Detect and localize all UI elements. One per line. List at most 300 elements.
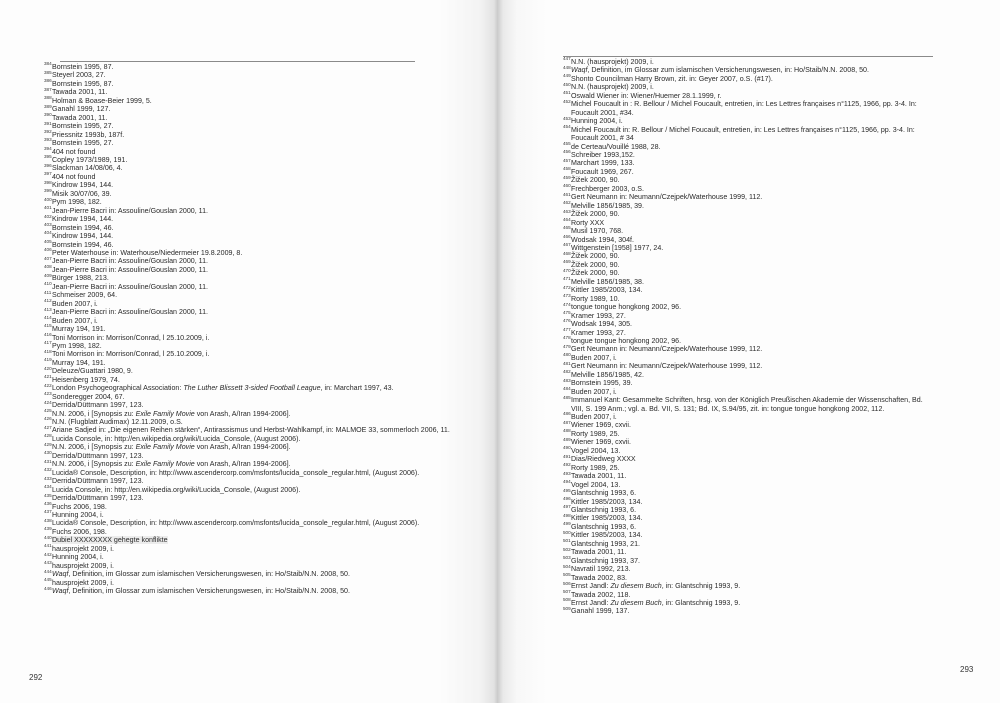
footnote-text	[571, 565, 631, 573]
footnote-number: 506	[563, 580, 571, 586]
footnote-number: 451	[563, 90, 571, 96]
footnote-number: 444	[44, 568, 52, 574]
text-run: , in: Marchart 1997, 43.	[320, 384, 394, 393]
footnote-list	[563, 58, 935, 616]
footnote-text	[52, 376, 120, 384]
footnote-number: 463	[563, 208, 571, 214]
footnote-number: 436	[44, 500, 52, 506]
footnote	[44, 207, 464, 215]
footnote-text	[571, 75, 773, 83]
text-run: Tawada 2002, 83.	[571, 573, 628, 582]
footnote-number: 420	[44, 365, 52, 371]
footnote-text	[571, 574, 627, 582]
footnote-text	[52, 198, 102, 206]
footnote	[44, 528, 464, 536]
footnote-text	[52, 122, 114, 130]
footnote-number: 433	[44, 475, 52, 481]
text-run: Frechberger 2003, o.S.	[571, 184, 644, 193]
text-run: N.N. (hausprojekt) 2009, i.	[571, 83, 654, 92]
footnote-text	[52, 477, 144, 485]
footnote-number: 413	[44, 306, 52, 312]
text-run: hausprojekt 2009, i.	[52, 578, 114, 587]
footnote-number: 464	[563, 217, 571, 223]
footnote	[563, 379, 935, 387]
text-run: Glantschnig 1993, 21.	[571, 539, 641, 548]
page-number: 292	[29, 673, 43, 682]
text-run: Bornstein 1995, 87.	[52, 79, 114, 88]
text-run: Immanuel Kant: Gesammelte Schriften, hrsg. von der Königlich Preußischen Akademie der Wissenschaften, Bd. VIII, S. 199 Anm.; vgl. a. Bd. VII, S. 131; Bd. IX, S.94/95, zit. in: tongue tongue hongkong 2002, 112.	[571, 396, 923, 413]
footnote-number: 414	[44, 315, 52, 320]
footnote-text	[52, 435, 300, 443]
footnote-number: 403	[44, 222, 52, 228]
footnote-text	[52, 139, 114, 147]
footnote-text	[571, 295, 620, 303]
footnote-text	[571, 252, 620, 260]
footnote	[44, 435, 464, 443]
footnote	[563, 159, 935, 167]
text-run: Copley 1973/1989, 191.	[52, 155, 128, 164]
footnote-text	[571, 388, 617, 396]
footnote	[44, 545, 464, 553]
text-run: Bornstein 1995, 39.	[571, 379, 633, 388]
footnote-text	[52, 334, 209, 342]
footnote-text	[571, 421, 631, 429]
text-run: de Certeau/Vouillé 1988, 28.	[571, 142, 661, 151]
text-run: Wodsak 1994, 304f.	[571, 235, 634, 244]
footnote-number: 477	[563, 326, 571, 332]
footnote-number: 508	[563, 597, 571, 603]
footnote-text	[52, 325, 106, 333]
text-run: , in: Glantschnig 1993, 9.	[661, 582, 741, 591]
footnote-number: 491	[563, 453, 571, 459]
footnote-text	[571, 557, 640, 565]
footnote	[44, 156, 464, 164]
footnote-text	[571, 151, 635, 159]
footnote-text	[52, 308, 208, 316]
text-run: Tawada 2002, 118.	[571, 590, 631, 599]
footnote	[563, 574, 935, 582]
footnote-text	[52, 401, 144, 409]
footnote-number: 482	[563, 369, 571, 375]
footnote-text	[52, 486, 300, 494]
text-run: Tawada 2001, 11.	[52, 113, 108, 122]
footnote-text	[571, 269, 620, 277]
footnote-text	[52, 283, 208, 291]
text-run: Holman & Boase-Beier 1999, 5.	[52, 96, 152, 105]
footnote-text	[52, 503, 107, 511]
footnote-text	[571, 92, 722, 100]
footnote-number: 484	[563, 386, 571, 392]
text-run: Heisenberg 1979, 74.	[52, 375, 120, 384]
footnote	[44, 232, 464, 240]
text-run: Tawada 2001, 11.	[571, 472, 627, 481]
footnote	[44, 367, 464, 375]
footnote	[44, 359, 464, 367]
italic-title: Exile Family Movie	[135, 443, 195, 452]
footnote-text	[571, 582, 740, 590]
text-run: Pym 1998, 182.	[52, 341, 102, 350]
footnote-text	[52, 97, 152, 105]
footnote-text	[571, 100, 917, 116]
footnote-text	[571, 261, 620, 269]
footnote-text	[571, 236, 634, 244]
footnote	[563, 286, 935, 294]
footnote	[44, 469, 464, 477]
footnote-number: 504	[563, 563, 571, 569]
footnote	[44, 477, 464, 485]
footnote-number: 437	[44, 509, 52, 515]
footnote-number: 407	[44, 255, 52, 261]
footnote-text	[52, 181, 113, 189]
footnote-number: 497	[563, 504, 571, 510]
footnote-text	[571, 227, 623, 235]
footnote-number: 500	[563, 529, 571, 535]
footnote	[44, 587, 464, 595]
footnote-text	[52, 342, 102, 350]
footnote-text	[52, 553, 104, 561]
footnote-text	[52, 536, 168, 544]
italic-title: Exile Family Movie	[135, 409, 195, 418]
footnote-text	[571, 210, 620, 218]
footnote	[563, 219, 935, 227]
text-run: Wiener 1969, cxvii.	[571, 438, 631, 447]
text-run: Glantschnig 1993, 37.	[571, 556, 641, 565]
footnote	[44, 274, 464, 282]
footnote	[44, 238, 464, 249]
text-run: Kittler 1985/2003, 134.	[571, 497, 643, 506]
italic-title: Waqf	[571, 66, 588, 75]
footnote	[44, 494, 464, 502]
footnote-text	[52, 350, 209, 358]
footnote-number: 390	[44, 112, 52, 118]
footnote-number: 469	[563, 259, 571, 265]
footnote-number: 400	[44, 196, 52, 202]
text-run: Michel Foucault in : R. Bellour / Michel Foucault, entretien, in: Les Lettres françaises n°1125, 1966, pp. 3-4. In: Foucault 2001, #34.	[571, 100, 917, 117]
text-run: Murray 194, 191.	[52, 358, 106, 367]
footnote-number: 455	[563, 140, 571, 146]
footnote-number: 427	[44, 424, 52, 430]
text-run: Foucault 1969, 267.	[571, 167, 634, 176]
footnote-text	[571, 455, 636, 463]
footnote-number: 483	[563, 377, 571, 383]
footnote	[563, 588, 935, 599]
text-run: Dias/Riedweg XXXX	[571, 455, 636, 464]
footnote-number: 435	[44, 492, 52, 498]
footnote-number: 392	[44, 129, 52, 135]
footnote-number: 446	[44, 585, 52, 591]
text-run: von Arash, A/Iran 1994-2006].	[194, 460, 291, 469]
footnote-number: 445	[44, 577, 52, 583]
text-run: Bornstein 1995, 27.	[52, 122, 114, 131]
text-run: N.N. 2006, i [Synopsis zu:	[52, 460, 136, 469]
footnote-number: 396	[44, 162, 52, 168]
footnote-text	[571, 599, 740, 607]
footnote	[563, 202, 935, 210]
text-run: Buden 2007, i.	[52, 316, 98, 325]
text-run: Derrida/Düttmann 1997, 123.	[52, 477, 144, 486]
footnote-number: 462	[563, 200, 571, 206]
text-run: von Arash, A/Iran 1994-2006].	[194, 409, 291, 418]
footnote-text	[571, 396, 923, 412]
footnote-number: 461	[563, 191, 571, 197]
text-run: Derrida/Düttmann 1997, 123.	[52, 401, 144, 410]
text-run: N.N. 2006, i [Synopsis zu:	[52, 443, 136, 452]
footnote-text	[571, 159, 635, 167]
footnote	[563, 117, 935, 125]
footnote-number: 412	[44, 298, 52, 304]
page-number: 293	[960, 665, 974, 674]
footnote-number: 458	[563, 166, 571, 172]
text-run: Steyerl 2003, 27.	[52, 71, 106, 80]
footnote	[563, 176, 935, 184]
footnote-number: 410	[44, 281, 52, 287]
footnote	[563, 337, 935, 345]
text-run: Navratil 1992, 213.	[571, 565, 631, 574]
footnote-list	[44, 63, 464, 596]
footnote	[44, 80, 464, 88]
footnote	[563, 607, 935, 615]
footnote	[563, 312, 935, 320]
footnote	[563, 489, 935, 497]
footnote	[563, 269, 935, 277]
footnote-number: 442	[44, 551, 52, 557]
footnote	[44, 443, 464, 451]
footnote	[44, 393, 464, 401]
footnote-text	[571, 219, 604, 227]
text-run: Žižek 2000, 90.	[571, 210, 620, 219]
footnote	[563, 92, 935, 100]
footnote-text	[571, 531, 642, 539]
footnote-number: 428	[44, 433, 52, 439]
footnote	[563, 345, 935, 353]
footnote-text	[571, 345, 762, 353]
footnote-number: 489	[563, 436, 571, 442]
footnote-text	[52, 156, 127, 164]
text-run: Buden 2007, i.	[571, 353, 617, 362]
footnote	[44, 500, 464, 511]
footnote-number: 485	[563, 394, 571, 400]
footnote	[44, 300, 464, 308]
text-run: Musil 1970, 768.	[571, 227, 624, 236]
footnote-number: 421	[44, 374, 52, 380]
text-run: Gert Neumann in: Neumann/Czejpek/Waterhouse 1999, 112.	[571, 345, 763, 354]
text-run: Vogel 2004, 13.	[571, 446, 621, 455]
footnote-text	[52, 274, 109, 282]
footnote	[563, 210, 935, 218]
footnote-number: 387	[44, 86, 52, 92]
text-run: Jean-Pierre Bacri in: Assouline/Gouslan 2000, 11.	[52, 282, 209, 291]
footnote	[44, 173, 464, 181]
footnote-number: 434	[44, 484, 52, 490]
footnote	[563, 83, 935, 91]
footnote	[44, 291, 464, 299]
text-run: Kittler 1985/2003, 134.	[571, 531, 643, 540]
footnote-text	[52, 224, 114, 232]
footnote	[44, 71, 464, 79]
footnote	[563, 354, 935, 362]
footnote-text	[571, 481, 620, 489]
footnote-number: 441	[44, 543, 52, 549]
footnote-number: 476	[563, 318, 571, 324]
footnote	[563, 531, 935, 539]
footnote-number: 492	[563, 462, 571, 468]
footnote	[563, 599, 935, 607]
footnote-text	[571, 244, 663, 252]
footnote	[563, 481, 935, 489]
footnote-number: 460	[563, 183, 571, 189]
footnote-text	[571, 312, 626, 320]
footnote-text	[52, 105, 110, 113]
footnote-number: 494	[563, 479, 571, 485]
right-page	[497, 0, 1000, 703]
footnote-number: 393	[44, 137, 52, 143]
footnote	[44, 63, 464, 71]
footnote-number: 454	[563, 124, 571, 130]
footnote	[563, 557, 935, 565]
text-run: Buden 2007, i.	[571, 387, 617, 396]
footnote-text	[52, 579, 114, 587]
footnote-text	[571, 430, 620, 438]
italic-title: Waqf	[52, 570, 69, 579]
footnote	[44, 519, 464, 527]
footnote-text	[52, 88, 107, 96]
footnote-text	[52, 587, 350, 595]
footnote-text	[52, 528, 107, 536]
footnote-number: 438	[44, 517, 52, 523]
footnote	[563, 506, 935, 514]
footnote-rule	[60, 61, 415, 62]
footnote	[44, 325, 464, 333]
text-run: Rorty 1989, 25.	[571, 463, 620, 472]
text-run: Hunning 2004, i.	[52, 553, 104, 562]
footnote	[563, 75, 935, 83]
footnote-text	[571, 472, 626, 480]
text-run: hausprojekt 2009, i.	[52, 561, 114, 570]
text-run: Shonto Councilman Harry Brown, zit. in: Geyer 2007, o.S. (#17).	[571, 74, 773, 83]
footnote-text	[571, 379, 633, 387]
footnote	[563, 227, 935, 235]
footnote	[563, 295, 935, 303]
text-run: 404 not found	[52, 147, 96, 156]
footnote	[563, 100, 935, 117]
text-run: Toni Morrison in: Morrison/Conrad, l 25.10.2009, i.	[52, 333, 210, 342]
footnote-text	[52, 418, 183, 426]
footnote-number: 431	[44, 458, 52, 464]
footnote-text	[571, 193, 762, 201]
footnote-number: 394	[44, 145, 52, 151]
footnote-number: 425	[44, 407, 52, 413]
footnote-number: 478	[563, 335, 571, 341]
footnote	[44, 426, 464, 434]
text-run: , Definition, im Glossar zum islamischen Versicherungswesen, in: Ho/Staib/N.N. 2008, 50.	[587, 66, 869, 75]
text-run: Dubiel XXXXXXXX gehegte konflikte	[52, 536, 168, 545]
footnote-text	[571, 464, 620, 472]
text-run: , in: Glantschnig 1993, 9.	[661, 599, 741, 607]
footnote-number: 466	[563, 233, 571, 239]
text-run: Marchart 1999, 133.	[571, 159, 635, 168]
footnote	[44, 164, 464, 172]
footnote-text	[571, 303, 681, 311]
footnote-number: 443	[44, 560, 52, 566]
footnote	[44, 122, 464, 130]
footnote-text	[571, 489, 636, 497]
footnote-text	[571, 337, 681, 345]
footnote-text	[52, 317, 98, 325]
text-run: 404 not found	[52, 172, 96, 181]
footnote-text	[571, 58, 654, 66]
footnote-text	[52, 257, 208, 265]
footnote-number: 496	[563, 495, 571, 501]
text-run: Toni Morrison in: Morrison/Conrad, l 25.10.2009, i.	[52, 350, 210, 359]
footnote	[44, 190, 464, 198]
footnote-text	[52, 207, 208, 215]
footnote-text	[52, 452, 144, 460]
footnote-number: 397	[44, 171, 52, 177]
footnote-text	[571, 548, 626, 556]
text-run: Wodsak 1994, 305.	[571, 320, 632, 329]
footnote-number: 465	[563, 225, 571, 231]
footnote-number: 422	[44, 382, 52, 388]
text-run: Ernst Jandl:	[571, 599, 611, 607]
italic-title: The Luther Blissett 3-sided Football League	[183, 384, 321, 393]
footnote-number: 453	[563, 115, 571, 121]
footnote-number: 505	[563, 572, 571, 578]
footnote-number: 480	[563, 352, 571, 358]
footnote	[563, 464, 935, 472]
footnote	[44, 308, 464, 316]
footnote	[563, 303, 935, 311]
footnote	[563, 193, 935, 201]
footnote-number: 419	[44, 357, 52, 363]
footnote-number: 481	[563, 360, 571, 366]
footnote	[44, 145, 464, 156]
footnote	[563, 582, 935, 590]
text-run: Sonderegger 2004, 67.	[52, 392, 125, 401]
footnote-text	[52, 266, 208, 274]
footnote-number: 401	[44, 205, 52, 211]
footnote-number: 498	[563, 512, 571, 518]
footnote	[44, 579, 464, 587]
text-run: Hunning 2004, i.	[571, 117, 623, 126]
text-run: Murray 194, 191.	[52, 325, 106, 334]
footnote	[563, 447, 935, 455]
footnote	[44, 553, 464, 561]
footnote-text	[571, 202, 644, 210]
footnote-number: 391	[44, 120, 52, 126]
footnote-number: 386	[44, 78, 52, 84]
footnote-text	[52, 426, 450, 434]
text-run: Fuchs 2006, 198.	[52, 527, 107, 536]
footnote-number: 423	[44, 391, 52, 397]
footnote-text	[52, 367, 133, 375]
footnote	[44, 401, 464, 409]
footnote-number: 490	[563, 445, 571, 451]
footnote	[44, 342, 464, 350]
text-run: Lucida Console, in: http://en.wikipedia.org/wiki/Lucida_Console, (August 2006).	[52, 434, 301, 443]
footnote-text	[571, 354, 617, 362]
footnote	[563, 371, 935, 379]
footnote-text	[571, 413, 617, 421]
footnote-number: 475	[563, 310, 571, 315]
footnote-text	[571, 117, 623, 125]
footnote	[44, 486, 464, 494]
footnote-number: 384	[44, 61, 52, 67]
footnote-text	[52, 410, 291, 418]
footnote	[44, 407, 464, 418]
footnote	[563, 233, 935, 244]
footnote	[563, 140, 935, 151]
footnote	[563, 438, 935, 446]
